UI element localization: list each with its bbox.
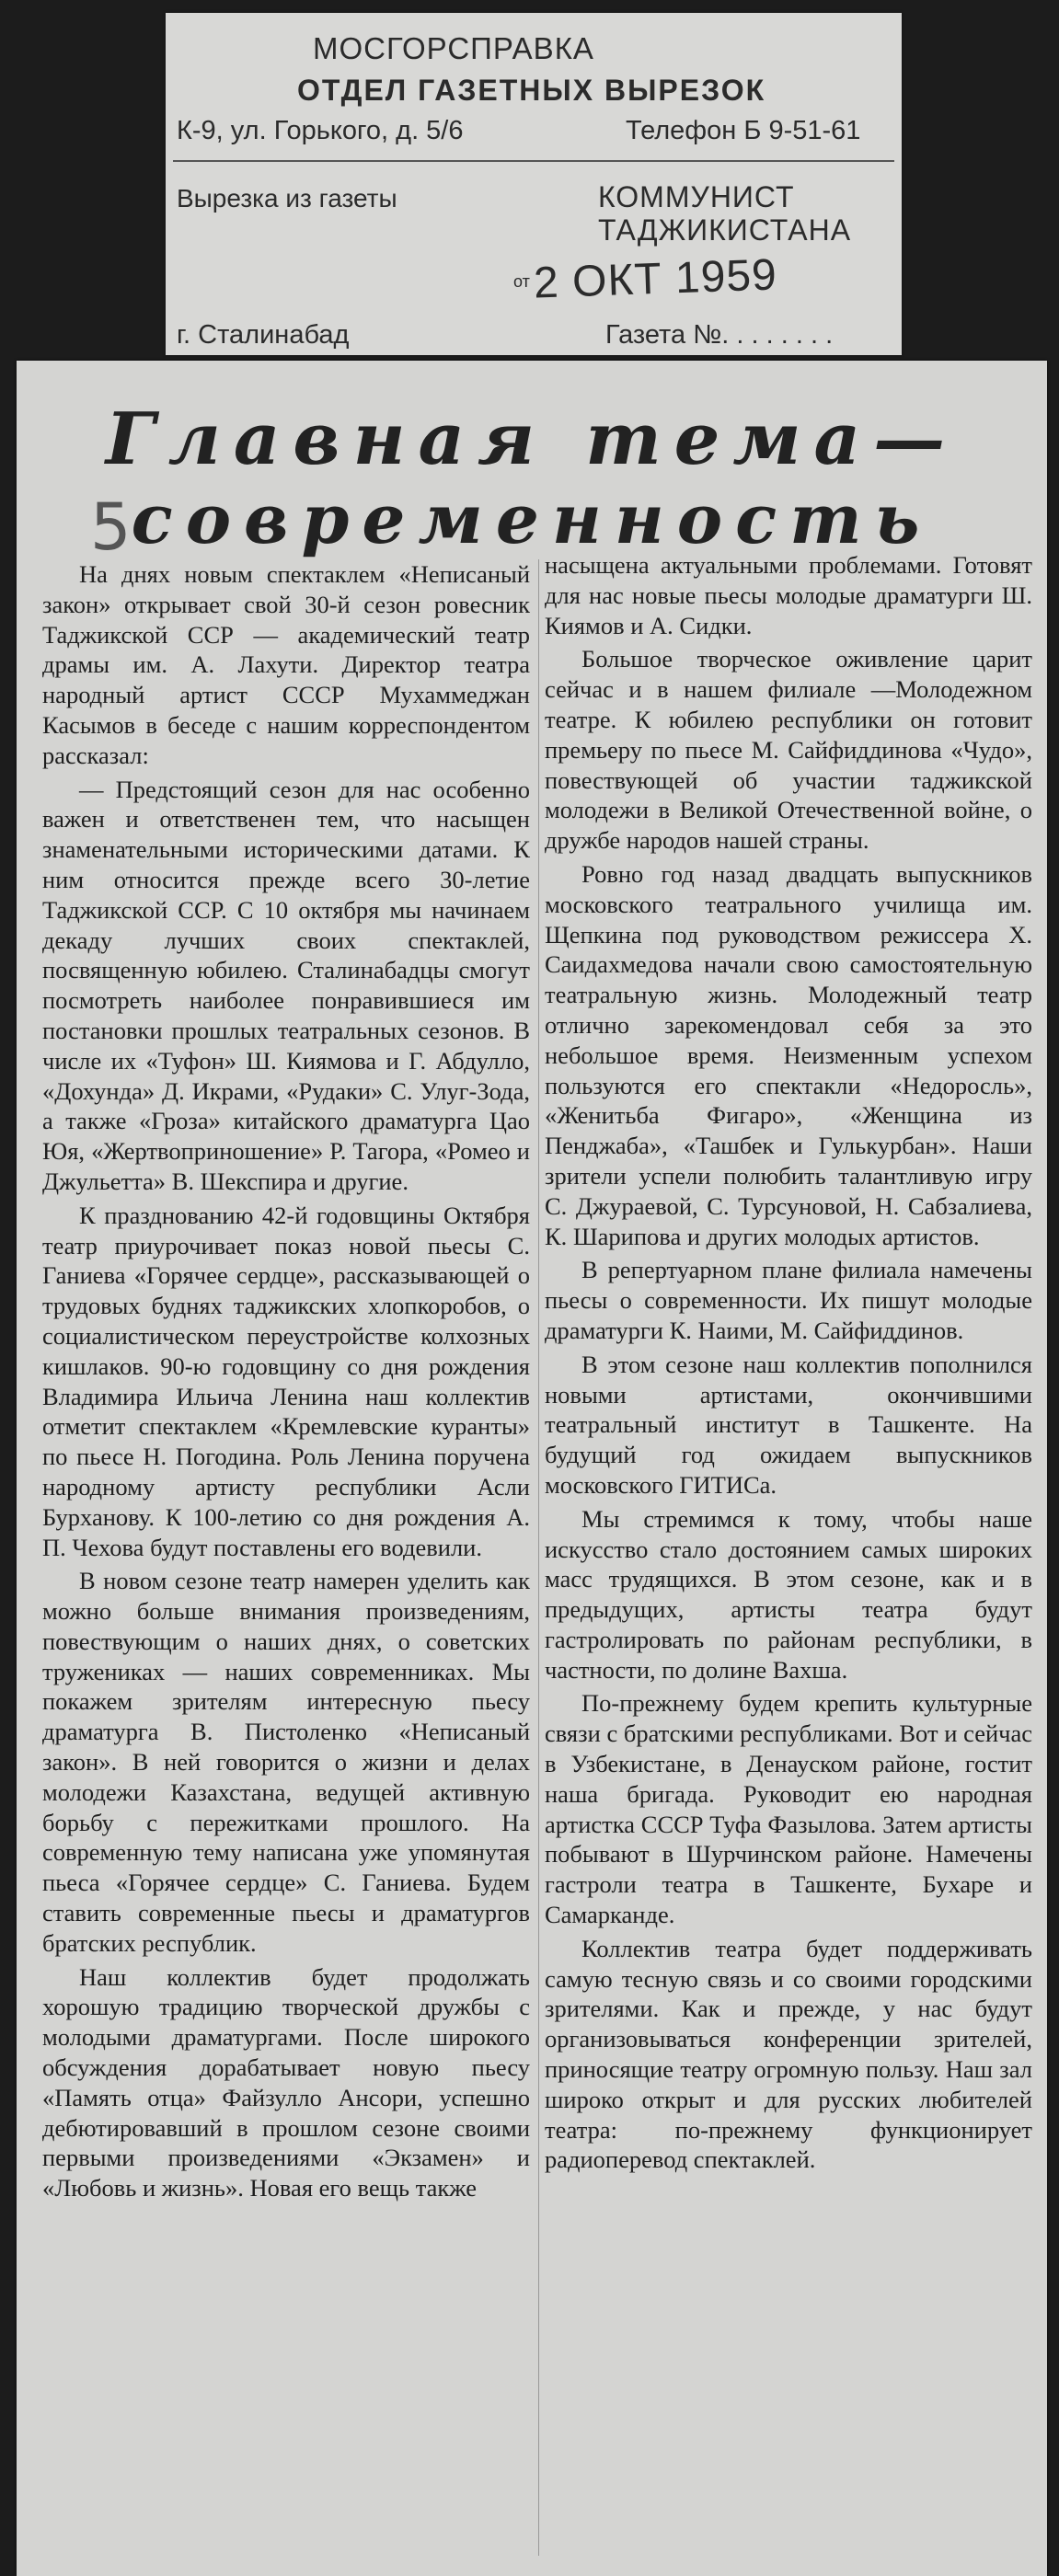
- paragraph: По-прежнему будем крепить культурные связи с братскими республиками. Вот и сейчас в Узбекистане, в Денауском районе, гостит наша бригада. Руководит ею народная артистка СССР Туфа Фазылова. Затем артисты побывают в Шурчинском районе. Намечены гастроли театра в Ташкенте, Бухаре и Самарканде.: [545, 1689, 1032, 1929]
- paragraph: В этом сезоне наш коллектив пополнился новыми артистами, окончившими театральный институт в Ташкенте. На будущий год ожидаем выпускников московского ГИТИСа.: [545, 1350, 1032, 1499]
- paragraph: К празднованию 42-й годовщины Октября театр приурочивает показ новой пьесы С. Ганиева «Горячее сердце», рассказывающей о трудовых буднях таджикских хлопкоробов, о социалистическом переустройстве колхозных кишлаков. 90-ю годовщину со дня рождения Владимира Ильича Ленина наш коллектив отметит спектаклем «Кремлевские куранты» по пьесе Н. Погодина. Роль Ленина поручена народному артисту республики Асли Бурханову. К 100-летию со дня рождения А. П. Чехова будут поставлены его водевили.: [42, 1201, 530, 1561]
- clipping-agency-slip: [166, 13, 902, 355]
- article-headline-line1: Главная тема—: [105, 397, 959, 481]
- agency-address: К-9, ул. Горького, д. 5/6: [177, 116, 464, 145]
- date-prefix: от: [513, 272, 530, 291]
- pencil-mark: 5: [90, 489, 132, 565]
- newspaper-name: КОММУНИСТ ТАДЖИКИСТАНА: [598, 180, 852, 247]
- paragraph: Большое творческое оживление царит сейчас и в нашем филиале —Молодежном театре. К юбилею республики он готовит премьеру по пьесе М. Сайфиддинова «Чудо», повествующей об участии таджикской молодежи в Великой Отечественной войне, о дружбе народов нашей страны.: [545, 645, 1032, 855]
- column-divider: [538, 559, 539, 2556]
- city-label: г. Сталинабад: [177, 320, 350, 350]
- paragraph: В репертуарном плане филиала намечены пьесы о современности. Их пишут молодые драматурги К. Наими, М. Сайфиддинов.: [545, 1256, 1032, 1344]
- paragraph: На днях новым спектаклем «Неписаный закон» открывает свой 30-й сезон ровесник Таджикской ССР — академический театр драмы им. А. Лахути. Директор театра народный артист СССР Мухаммеджан Касымов в беседе с нашим корреспондентом рассказал:: [42, 560, 530, 769]
- article-left-column: [42, 559, 530, 2207]
- newspaper-clipping: [17, 361, 1047, 2576]
- paragraph: В новом сезоне театр намерен уделить как можно больше внимания произведениям, повествующим о наших днях, о советских тружениках — наших современниках. Мы покажем зрителям интересную пьесу драматурга В. Пистоленко «Неписаный закон». В ней говорится о жизни и делах молодежи Казахстана, ведущей активную борьбу с пережитками прошлого. На современную тему написана уже упомянутая пьеса «Горячее сердце» С. Ганиева. Будем ставить современные пьесы и драматургов братских республик.: [42, 1567, 530, 1957]
- paragraph: Наш коллектив будет продолжать хорошую традицию творческой дружбы с молодыми драматургами. После широкого обсуждения дорабатывает новую пьесу «Память отца» Файзулло Ансори, успешно дебютировавший в прошлом сезоне своими первыми произведениями «Экзамен» и «Любовь и жизнь». Новая его вещь также: [42, 1962, 530, 2202]
- article-right-column: [545, 550, 1032, 2179]
- paragraph: Мы стремимся к тому, чтобы наше искусство стало достоянием самых широких масс трудящихся. В этом сезоне, как и в предыдущих, артисты театра будут гастролировать по районам республики, в частности, по долине Вахша.: [545, 1504, 1032, 1684]
- paragraph: Коллектив театра будет поддерживать самую тесную связь и со своими городскими зрителями. Как и прежде, у нас будут организовываться конференции зрителей, приносящие театру огромную пользу. Наш зал широко открыт и для русских любителей театра: по-прежнему функционирует радиоперевод спектаклей.: [545, 1934, 1032, 2174]
- agency-title: МОСГОРСПРАВКА: [313, 31, 594, 65]
- paragraph: Ровно год назад двадцать выпускников московского театрального училища им. Щепкина под руководством режиссера Х. Саидахмедова начали свою самостоятельную театральную жизнь. Молодежный театр отлично зарекомендовал себя за это небольшое время. Неизменным успехом пользуются его спектакли «Недоросль», «Женитьба Фигаро», «Женщина из Пенджаба», «Ташбек и Гулькурбан». Наши зрители успели полюбить талантливую игру С. Джураевой, С. Турсуновой, Н. Сабзалиева, К. Шарипова и других молодых артистов.: [545, 859, 1032, 1250]
- agency-phone: Телефон Б 9-51-61: [626, 116, 861, 145]
- gazeta-number-label: Газета №. . . . . . . .: [605, 320, 834, 350]
- paragraph: насыщена актуальными проблемами. Готовят для нас новые пьесы молодые драматурги Ш. Киямов и А. Сидки.: [545, 551, 1032, 639]
- agency-department: ОТДЕЛ ГАЗЕТНЫХ ВЫРЕЗОК: [297, 74, 766, 107]
- clipping-label: Вырезка из газеты: [177, 184, 397, 213]
- paragraph: — Предстоящий сезон для нас особенно важен и ответственен тем, что насыщен знаменательными историческими датами. К ним относится прежде всего 30-летие Таджикской ССР. С 10 октября мы начинаем декаду лучших своих спектаклей, посвященную юбилею. Сталинабадцы смогут посмотреть наиболее понравившиеся им постановки прошлых театральных сезонов. В числе их «Туфон» Ш. Киямова и Г. Абдулло, «Дохунда» Д. Икрами, «Рудаки» С. Улуг-Зода, а также «Гроза» китайского драматурга Цао Юя, «Жертвоприношение» Р. Тагора, «Ромео и Джульетта» В. Шекспира и другие.: [42, 775, 530, 1195]
- article-headline-line2: современность: [131, 480, 933, 559]
- slip-divider: [173, 160, 894, 162]
- date-stamp: 2 ОКТ 1959: [533, 250, 778, 308]
